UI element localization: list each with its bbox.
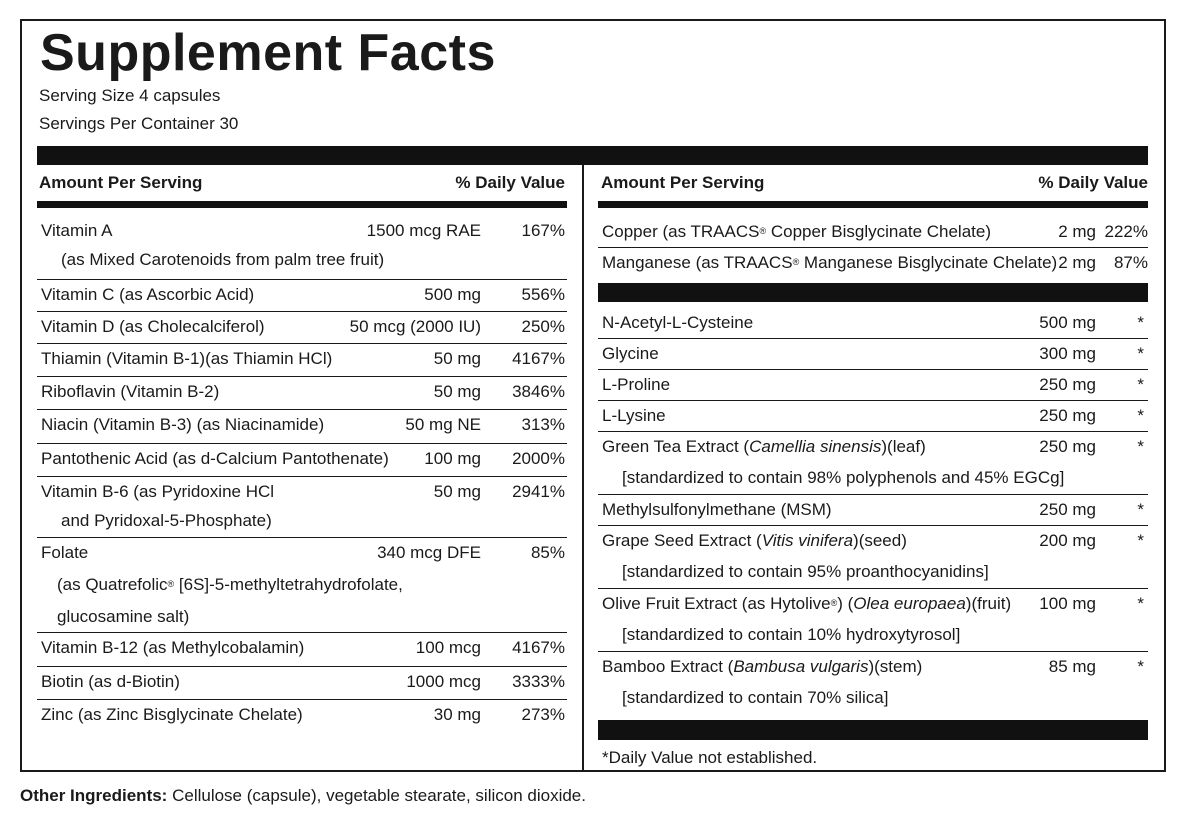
nutrient-amount: 340 mcg DFE: [377, 543, 481, 562]
nutrient-name: Vitamin D (as Cholecalciferol): [41, 317, 265, 336]
ingredient-name-part: )(leaf): [881, 437, 926, 456]
left-column-header: [37, 165, 567, 201]
nutrient-daily-value: 556%: [521, 285, 565, 304]
ingredient-row: [598, 308, 1148, 339]
ingredient-amount: 300 mg: [1039, 344, 1096, 363]
nutrient-row: [37, 344, 567, 377]
ingredient-name: L-Proline: [602, 375, 671, 394]
ingredient-name: [602, 656, 922, 678]
nutrient-row: [37, 538, 567, 633]
mineral-name: Manganese (as TRAACS® Manganese Bisglycinate Chelate): [602, 253, 1058, 272]
ingredient-row: [598, 526, 1148, 589]
ingredient-row: [598, 370, 1148, 401]
nutrient-daily-value: 167%: [521, 221, 565, 240]
other-ingredients-label: Other Ingredients:: [20, 786, 168, 805]
nutrient-name: Riboflavin (Vitamin B-2): [41, 382, 220, 401]
mineral-row: [598, 217, 1148, 248]
nutrient-source: glucosamine salt): [57, 607, 190, 626]
nutrient-row: [37, 377, 567, 410]
top-divider-bar: [37, 146, 1148, 165]
nutrient-name: Biotin (as d-Biotin): [41, 672, 180, 691]
bottom-divider-bar: [598, 720, 1148, 740]
right-column: [598, 165, 1148, 768]
ingredient-daily-value: *: [1137, 657, 1144, 676]
ingredient-row: [598, 401, 1148, 432]
nutrient-row: [37, 477, 567, 538]
other-ingredients: [20, 786, 586, 806]
ingredient-daily-value: *: [1137, 375, 1144, 394]
nutrient-amount: 100 mg: [424, 449, 481, 468]
nutrient-amount: 1000 mcg: [406, 672, 481, 691]
ingredient-name-text: Green Tea Extract (: [602, 437, 750, 456]
nutrient-daily-value: 4167%: [512, 638, 565, 657]
nutrient-row: [37, 410, 567, 444]
nutrient-daily-value: 3846%: [512, 382, 565, 401]
nutrient-daily-value: 2941%: [512, 482, 565, 501]
left-column: [37, 165, 567, 735]
nutrient-row: [37, 280, 567, 312]
nutrient-daily-value: 313%: [521, 415, 565, 434]
nutrient-row: [37, 216, 567, 280]
mineral-name: Copper (as TRAACS® Copper Bisglycinate Chelate): [602, 222, 992, 241]
ingredient-name-text: Grape Seed Extract (: [602, 531, 762, 550]
ingredient-name: [602, 530, 907, 552]
ingredient-latin-name: Olea europaea: [853, 594, 966, 613]
nutrient-name: Pantothenic Acid (as d-Calcium Pantothenate): [41, 449, 389, 468]
ingredient-daily-value: *: [1137, 437, 1144, 456]
supplement-facts-panel: [20, 19, 1166, 772]
mineral-daily-value: 87%: [1113, 253, 1148, 272]
header-thick-rule: [37, 201, 567, 208]
amount-per-serving-label: Amount Per Serving: [39, 173, 203, 192]
ingredient-name: L-Lysine: [602, 406, 666, 425]
ingredient-row: [598, 652, 1148, 714]
ingredient-name-text: Bamboo Extract (: [602, 657, 734, 676]
right-column-header: [598, 165, 1148, 201]
nutrient-name: Zinc (as Zinc Bisglycinate Chelate): [41, 705, 303, 724]
nutrient-daily-value: 4167%: [512, 349, 565, 368]
ingredient-name: [602, 436, 926, 458]
mineral-list: [598, 217, 1148, 277]
nutrient-row: [37, 633, 567, 667]
ingredient-row: [598, 339, 1148, 370]
ingredient-latin-name: Vitis vinifera: [761, 531, 854, 550]
ingredient-daily-value: *: [1137, 344, 1144, 363]
nutrient-source: (as Mixed Carotenoids from palm tree fruit): [61, 250, 385, 269]
other-ingredients-text: Cellulose (capsule), vegetable stearate, silicon dioxide.: [167, 786, 586, 805]
ingredient-daily-value: *: [1137, 500, 1144, 519]
nutrient-row: [37, 444, 567, 477]
nutrient-daily-value: 273%: [521, 705, 565, 724]
ingredient-name: N-Acetyl-L-Cysteine: [602, 313, 754, 332]
ingredient-name: Methylsulfonylmethane (MSM): [602, 500, 832, 519]
ingredient-amount: 250 mg: [1039, 375, 1096, 394]
ingredient-name: [602, 593, 1011, 615]
ingredient-daily-value: *: [1137, 594, 1144, 613]
ingredient-row: [598, 589, 1148, 652]
nutrient-amount: 1500 mcg RAE: [366, 221, 481, 240]
mineral-amount: 2 mg: [1058, 253, 1096, 272]
nutrient-name: Niacin (Vitamin B-3) (as Niacinamide): [41, 415, 325, 434]
servings-per-container: Servings Per Container 30: [39, 114, 239, 133]
nutrient-name: Folate: [41, 543, 89, 562]
nutrient-source: (as Quatrefolic® [6S]-5-methyltetrahydrofolate,: [57, 575, 403, 594]
ingredient-daily-value: *: [1137, 406, 1144, 425]
nutrient-daily-value: 2000%: [512, 449, 565, 468]
panel-title: Supplement Facts: [40, 24, 496, 82]
nutrient-source: and Pyridoxal-5-Phosphate): [61, 511, 272, 530]
ingredient-standardization: [standardized to contain 98% polyphenols and 45% EGCg]: [622, 468, 1065, 487]
mid-divider-bar: [598, 283, 1148, 302]
ingredient-standardization: [standardized to contain 95% proanthocyanidins]: [622, 562, 989, 581]
ingredient-latin-name: Bambusa vulgaris: [733, 657, 869, 676]
nutrient-amount: 50 mg: [433, 349, 481, 368]
nutrient-amount: 50 mcg (2000 IU): [349, 317, 481, 336]
ingredient-name-part: )(fruit): [965, 594, 1012, 613]
daily-value-label: % Daily Value: [1038, 173, 1148, 192]
left-nutrient-list: [37, 216, 567, 735]
ingredient-daily-value: *: [1137, 313, 1144, 332]
ingredient-row: [598, 432, 1148, 495]
nutrient-amount: 50 mg: [433, 382, 481, 401]
ingredient-standardization: [standardized to contain 10% hydroxytyrosol]: [622, 625, 961, 644]
nutrient-row: [37, 667, 567, 700]
serving-size: Serving Size 4 capsules: [39, 86, 221, 105]
nutrient-name: Thiamin (Vitamin B-1)(as Thiamin HCl): [41, 349, 333, 368]
other-ingredient-list: [598, 308, 1148, 714]
ingredient-amount: 250 mg: [1039, 500, 1096, 519]
nutrient-amount: 100 mcg: [415, 638, 481, 657]
ingredient-standardization: [standardized to contain 70% silica]: [622, 688, 889, 707]
ingredient-amount: 250 mg: [1039, 406, 1096, 425]
nutrient-daily-value: 85%: [530, 543, 565, 562]
ingredient-row: [598, 495, 1148, 526]
nutrient-name: Vitamin C (as Ascorbic Acid): [41, 285, 255, 304]
ingredient-name: Glycine: [602, 344, 659, 363]
ingredient-amount: 200 mg: [1039, 531, 1096, 550]
ingredient-amount: 100 mg: [1039, 594, 1096, 613]
ingredient-name-part: )(seed): [853, 531, 907, 550]
daily-value-label: % Daily Value: [455, 173, 565, 192]
footnote: *Daily Value not established.: [602, 748, 818, 767]
nutrient-amount: 500 mg: [424, 285, 481, 304]
nutrient-amount: 50 mg: [433, 482, 481, 501]
ingredient-amount: 250 mg: [1039, 437, 1096, 456]
header-thick-rule: [598, 201, 1148, 208]
nutrient-name: Vitamin A: [41, 221, 113, 240]
ingredient-amount: 85 mg: [1048, 657, 1096, 676]
mineral-row: [598, 248, 1148, 277]
amount-per-serving-label: Amount Per Serving: [601, 173, 765, 192]
column-divider: [582, 165, 584, 770]
nutrient-row: [37, 312, 567, 344]
ingredient-name-part: )(stem): [868, 657, 923, 676]
nutrient-amount: 30 mg: [433, 705, 481, 724]
ingredient-name-text: Olive Fruit Extract (as Hytolive®) (: [602, 594, 854, 613]
mineral-daily-value: 222%: [1104, 222, 1148, 241]
ingredient-latin-name: Camellia sinensis: [749, 437, 882, 456]
nutrient-name: Vitamin B-6 (as Pyridoxine HCl: [41, 482, 275, 501]
nutrient-name: Vitamin B-12 (as Methylcobalamin): [41, 638, 305, 657]
ingredient-amount: 500 mg: [1039, 313, 1096, 332]
ingredient-daily-value: *: [1137, 531, 1144, 550]
nutrient-row: [37, 700, 567, 735]
nutrient-daily-value: 3333%: [512, 672, 565, 691]
nutrient-amount: 50 mg NE: [405, 415, 481, 434]
mineral-amount: 2 mg: [1058, 222, 1096, 241]
nutrient-daily-value: 250%: [521, 317, 565, 336]
